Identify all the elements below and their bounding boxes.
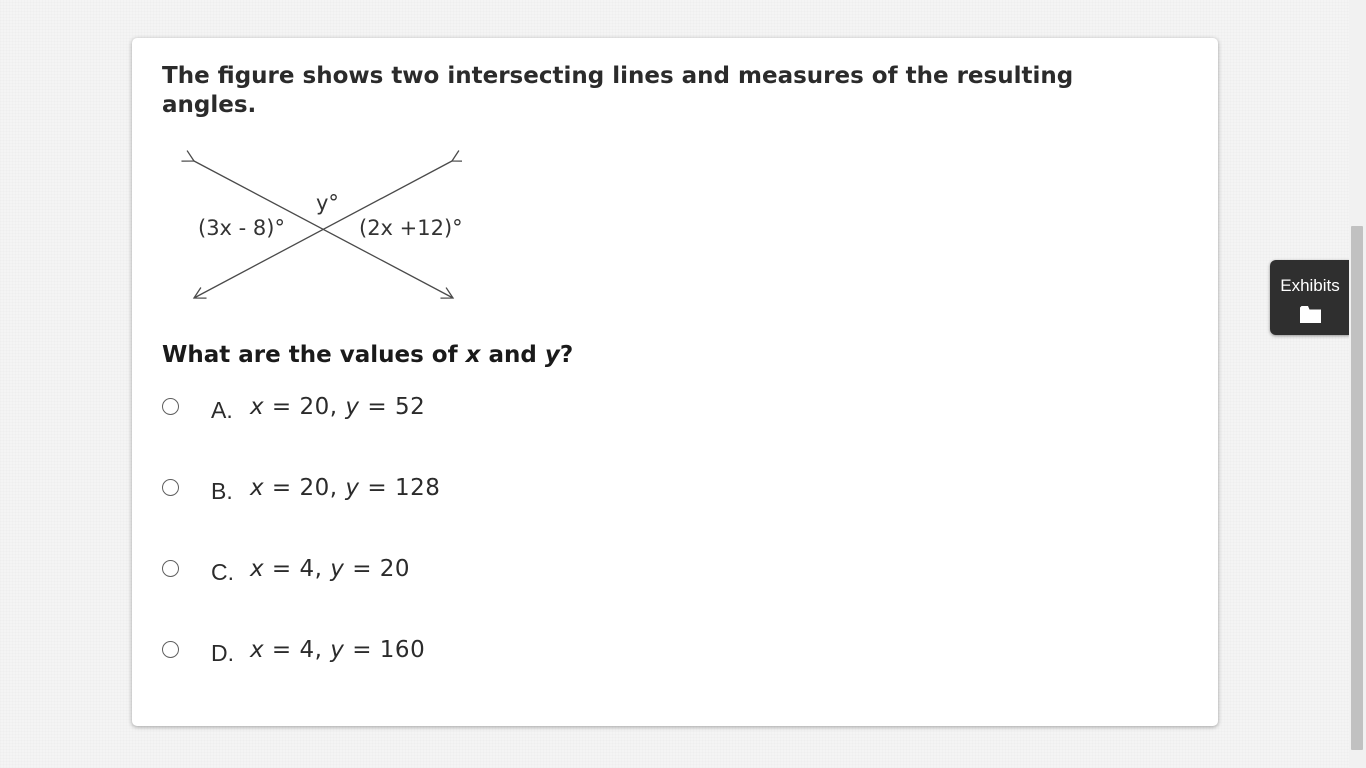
exhibits-label: Exhibits [1280, 276, 1340, 295]
option-d-radio[interactable] [162, 641, 179, 658]
option-a-letter: A. [211, 397, 233, 423]
option-a-radio[interactable] [162, 398, 179, 415]
option-d-text: x = 4, y = 160 [250, 637, 426, 663]
option-d[interactable] [162, 636, 426, 666]
prompt-var-y: y [544, 342, 560, 368]
question-prompt [162, 340, 573, 370]
prompt-part: What are the values of [162, 342, 466, 368]
option-c[interactable] [162, 555, 411, 585]
option-c-radio[interactable] [162, 560, 179, 577]
option-c-text: x = 4, y = 20 [250, 556, 411, 582]
prompt-part: and [480, 342, 545, 368]
question-stem: The figure shows two intersecting lines and measures of the resulting angles. [162, 63, 1074, 118]
angle-label-left: (3x - 8)° [198, 216, 285, 240]
option-a[interactable] [162, 393, 426, 423]
option-b-text: x = 20, y = 128 [250, 475, 441, 501]
vertical-scrollbar[interactable] [1349, 0, 1366, 768]
angle-label-right: (2x +12)° [359, 216, 462, 240]
option-c-letter: C. [211, 559, 234, 585]
scrollbar-thumb[interactable] [1351, 226, 1363, 750]
folder-icon [1300, 306, 1321, 323]
option-b-radio[interactable] [162, 479, 179, 496]
intersecting-lines-figure [162, 148, 462, 318]
figure-svg [162, 148, 462, 318]
option-d-letter: D. [211, 640, 234, 666]
option-a-text: x = 20, y = 52 [250, 394, 426, 420]
question-card [132, 38, 1218, 726]
prompt-part: ? [559, 342, 574, 368]
option-b[interactable] [162, 474, 441, 504]
option-b-letter: B. [211, 478, 233, 504]
angle-label-top: y° [316, 191, 339, 215]
prompt-var-x: x [465, 342, 481, 368]
exhibits-button[interactable] [1270, 260, 1350, 335]
